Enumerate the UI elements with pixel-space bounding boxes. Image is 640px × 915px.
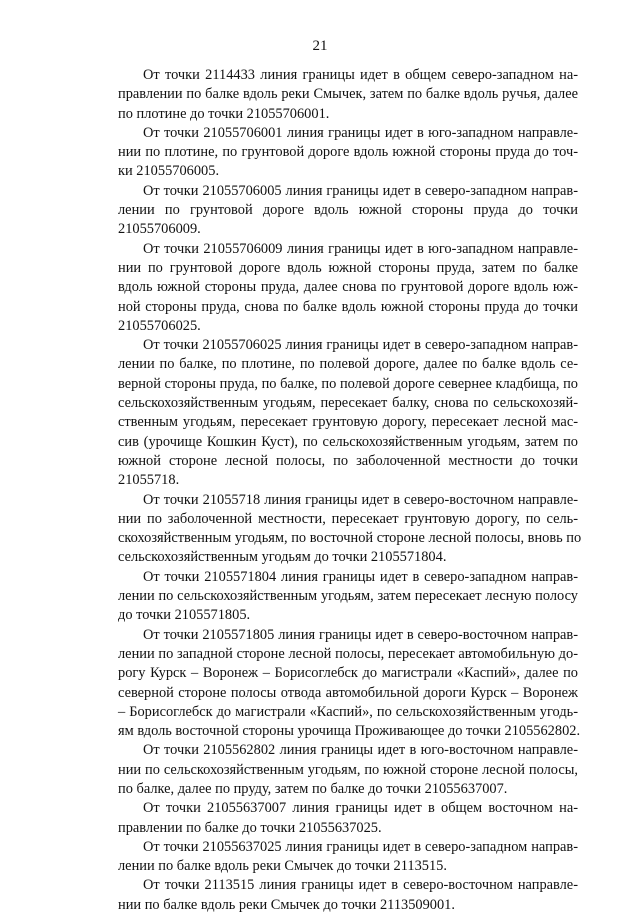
paragraph-line: правлении по балке вдоль реки Смычек, затем по балке вдоль ручья, далее — [118, 86, 578, 103]
paragraph — [118, 799, 578, 838]
paragraph — [118, 568, 578, 626]
paragraph-line: ям вдоль восточной стороны урочища Проживающее до точки 2105562802. — [118, 723, 581, 740]
paragraph-line: нии по балке вдоль реки Смычек до точки 2113509001. — [118, 896, 455, 913]
paragraph-line: 21055706009. — [118, 221, 201, 238]
paragraph-line: 21055718. — [118, 472, 180, 489]
paragraph-line: нии по плотине, по грунтовой дороге вдоль южной стороны пруда до точ- — [118, 144, 578, 161]
paragraph-line: верной стороны пруда, по балке, по полевой дороге севернее кладбища, по — [118, 375, 578, 392]
paragraph — [118, 240, 578, 336]
paragraph-line: От точки 21055637025 линия границы идет в северо-западном направ- — [143, 838, 578, 855]
paragraph-line: От точки 21055718 линия границы идет в северо-восточном направле- — [143, 491, 578, 508]
paragraph-line: сив (урочище Кошкин Куст), по сельскохозяйственным угодьям, затем по — [118, 433, 578, 450]
paragraph-line: по плотине до точки 21055706001. — [118, 105, 330, 122]
paragraph-line: лении по балке, по плотине, по полевой дороге, далее по балке вдоль се- — [118, 356, 578, 373]
paragraph-line: рогу Курск – Воронеж – Борисоглебск до магистрали «Каспий», далее по — [118, 665, 578, 682]
paragraph-line: От точки 21055706005 линия границы идет в северо-западном направ- — [143, 182, 578, 199]
paragraph-line: до точки 2105571805. — [118, 607, 251, 624]
paragraph — [118, 626, 581, 742]
paragraph-line: От точки 2114433 линия границы идет в общем северо-западном на- — [143, 67, 578, 83]
paragraph — [118, 182, 578, 240]
paragraph — [118, 491, 582, 568]
paragraph-line: по балке, далее по пруду, затем по балке до точки 21055637007. — [118, 780, 508, 797]
paragraph-line: лении по сельскохозяйственным угодьям, затем пересекает лесную полосу — [118, 588, 578, 605]
paragraph-line: правлении по балке до точки 21055637025. — [118, 819, 382, 836]
paragraph-line: От точки 21055706025 линия границы идет в северо-западном направ- — [143, 337, 578, 354]
page-number: 21 — [312, 38, 328, 54]
paragraph — [118, 124, 578, 182]
paragraph-line: южной стороне лесной полосы, по заболоченной местности до точки — [118, 452, 578, 469]
paragraph-line: сельскохозяйственным угодьям, пересекает балку, снова по сельскохозяй- — [118, 395, 578, 412]
paragraph-line: лении по грунтовой дороге вдоль южной стороны пруда до точки — [118, 202, 578, 219]
paragraph-line: От точки 2113515 линия границы идет в северо-восточном направле- — [143, 877, 578, 894]
paragraph-line: 21055706025. — [118, 317, 201, 334]
paragraph — [118, 66, 578, 124]
document-body — [118, 66, 582, 915]
paragraph-line: ки 21055706005. — [118, 163, 220, 180]
paragraph-line: От точки 2105571805 линия границы идет в северо-восточном направ- — [143, 626, 578, 643]
paragraph-line: ной стороны пруда, снова по балке вдоль южной стороны пруда до точки — [118, 298, 578, 315]
paragraph-line: От точки 2105571804 линия границы идет в северо-западном направ- — [143, 568, 578, 585]
paragraph-line: скохозяйственным угодьям, по восточной стороне лесной полосы, вновь по — [118, 530, 582, 547]
paragraph-line: От точки 2105562802 линия границы идет в юго-восточном направле- — [143, 742, 578, 759]
paragraph-line: От точки 21055637007 линия границы идет в общем восточном на- — [143, 800, 578, 817]
paragraph-line: ственным угодьям, пересекает грунтовую дорогу, пересекает лесной мас- — [118, 414, 578, 431]
paragraph-line: – Борисоглебск до магистрали «Каспий», по сельскохозяйственным угодь- — [118, 703, 578, 720]
paragraph-line: нии по грунтовой дороге вдоль южной стороны пруда, затем по балке — [118, 259, 578, 276]
paragraph-line: От точки 21055706009 линия границы идет в юго-западном направле- — [143, 240, 578, 257]
paragraph-line: нии по сельскохозяйственным угодьям, по южной стороне лесной полосы, — [118, 761, 578, 778]
paragraph-line: нии по заболоченной местности, пересекает грунтовую дорогу, по сель- — [118, 510, 578, 527]
paragraph-line: лении по балке вдоль реки Смычек до точки 2113515. — [118, 858, 447, 875]
paragraph — [118, 838, 578, 877]
paragraph — [118, 741, 578, 799]
paragraph-line: северной стороне полосы отвода автомобильной дороги Курск – Воронеж — [118, 684, 578, 701]
paragraph — [118, 336, 578, 490]
paragraph-line: сельскохозяйственным угодьям до точки 2105571804. — [118, 549, 447, 566]
paragraph-line: От точки 21055706001 линия границы идет в юго-западном направле- — [143, 124, 578, 141]
paragraph-line: лении по западной стороне лесной полосы, пересекает автомобильную до- — [118, 645, 578, 662]
paragraph — [118, 876, 578, 915]
paragraph-line: вдоль южной стороны пруда, далее снова по грунтовой дороге вдоль юж- — [118, 279, 578, 296]
